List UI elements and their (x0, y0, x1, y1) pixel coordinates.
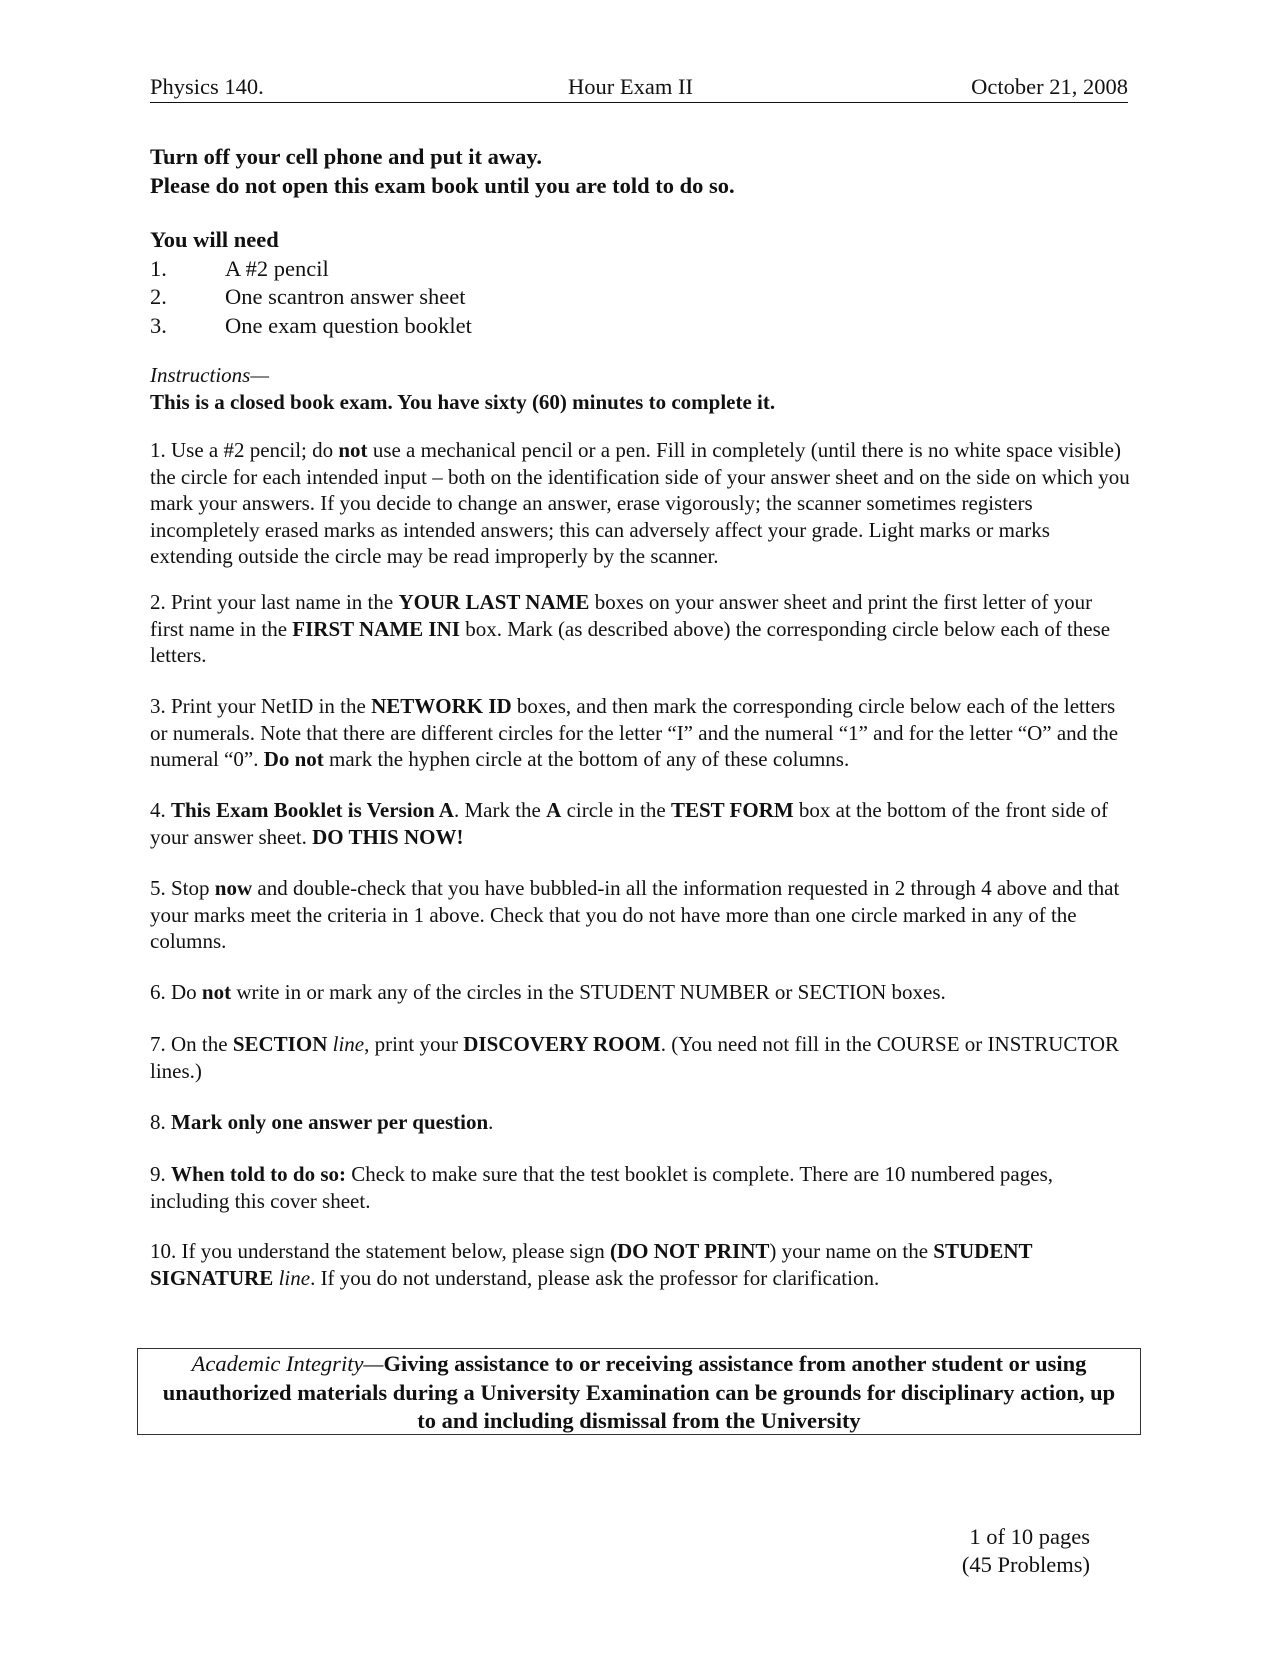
page-header (150, 74, 1128, 103)
list-item: 3. One exam question booklet (150, 312, 472, 338)
needs-title: You will need (150, 227, 279, 252)
instruction-6: 6. Do not write in or mark any of the circles in the STUDENT NUMBER or SECTION boxes. (150, 980, 946, 1004)
notice-line-1: Turn off your cell phone and put it away. (150, 144, 542, 169)
exam-date: October 21, 2008 (971, 74, 1128, 99)
instructions-summary: This is a closed book exam. You have sixty (60) minutes to complete it. (150, 389, 776, 414)
instruction-3: 3. Print your NetID in the NETWORK ID boxes, and then mark the corresponding circle below each of the letters or numerals. Note that there are different circles for the letter “I” and the numeral “1” and for the letter “O” and the numeral “0”. Do not mark the hyphen circle at the bottom of any of these columns. (150, 694, 1119, 771)
instruction-7: 7. On the SECTION line, print your DISCOVERY ROOM. (You need not fill in the COURSE or INSTRUCTOR lines.) (150, 1032, 1120, 1083)
instruction-4: 4. This Exam Booklet is Version A. Mark the A circle in the TEST FORM box at the bottom of the front side of your answer sheet. DO THIS NOW! (150, 798, 1109, 849)
academic-integrity-box (137, 1348, 1141, 1435)
integrity-label: Academic Integrity— (191, 1351, 384, 1376)
instruction-2: 2. Print your last name in the YOUR LAST NAME boxes on your answer sheet and print the first letter of your first name in the FIRST NAME INI box. Mark (as described above) the corresponding circle below each of these letters. (150, 590, 1111, 667)
page-footer (930, 1523, 1090, 1579)
notice-line-2: Please do not open this exam book until you are told to do so. (150, 172, 735, 198)
list-item: 2. One scantron answer sheet (150, 284, 466, 309)
page-count: 1 of 10 pages (969, 1524, 1090, 1549)
list-item: 1. A #2 pencil (150, 255, 329, 281)
instructions-label: Instructions— (150, 363, 270, 387)
needs-list (150, 255, 1130, 341)
instruction-9: 9. When told to do so: Check to make sure that the test booklet is complete. There are 10 numbered pages, including this cover sheet. (150, 1162, 1053, 1213)
exam-title: Hour Exam II (568, 74, 693, 99)
instruction-1: 1. Use a #2 pencil; do not use a mechanical pencil or a pen. Fill in completely (until there is no white space visible) the circle for each intended input – both on the identification side of your answer sheet and on the side on which you mark your answers. If you decide to change an answer, erase vigorously; the scanner sometimes registers incompletely erased marks as intended answers; this can adversely affect your grade. Light marks or marks extending outside the circle may be read improperly by the scanner. (150, 438, 1130, 568)
problem-count: (45 Problems) (961, 1552, 1090, 1577)
course-name: Physics 140. (150, 74, 264, 99)
instruction-8: 8. Mark only one answer per question. (150, 1110, 494, 1134)
notice (150, 143, 1130, 200)
instructions-header (150, 362, 1130, 415)
integrity-text: Giving assistance to or receiving assistance from another student or using unauthorized materials during a University Examination can be grounds for disciplinary action, up to and including dismissal from the University (162, 1351, 1116, 1433)
instruction-10: 10. If you understand the statement below, please sign (DO NOT PRINT) your name on the STUDENT SIGNATURE line. If you do not understand, please ask the professor for clarification. (150, 1239, 1033, 1290)
needs-section (150, 226, 1130, 340)
instruction-5: 5. Stop now and double-check that you have bubbled-in all the information requested in 2 through 4 above and that your marks meet the criteria in 1 above. Check that you do not have more than one circle marked in any of the columns. (150, 876, 1120, 953)
